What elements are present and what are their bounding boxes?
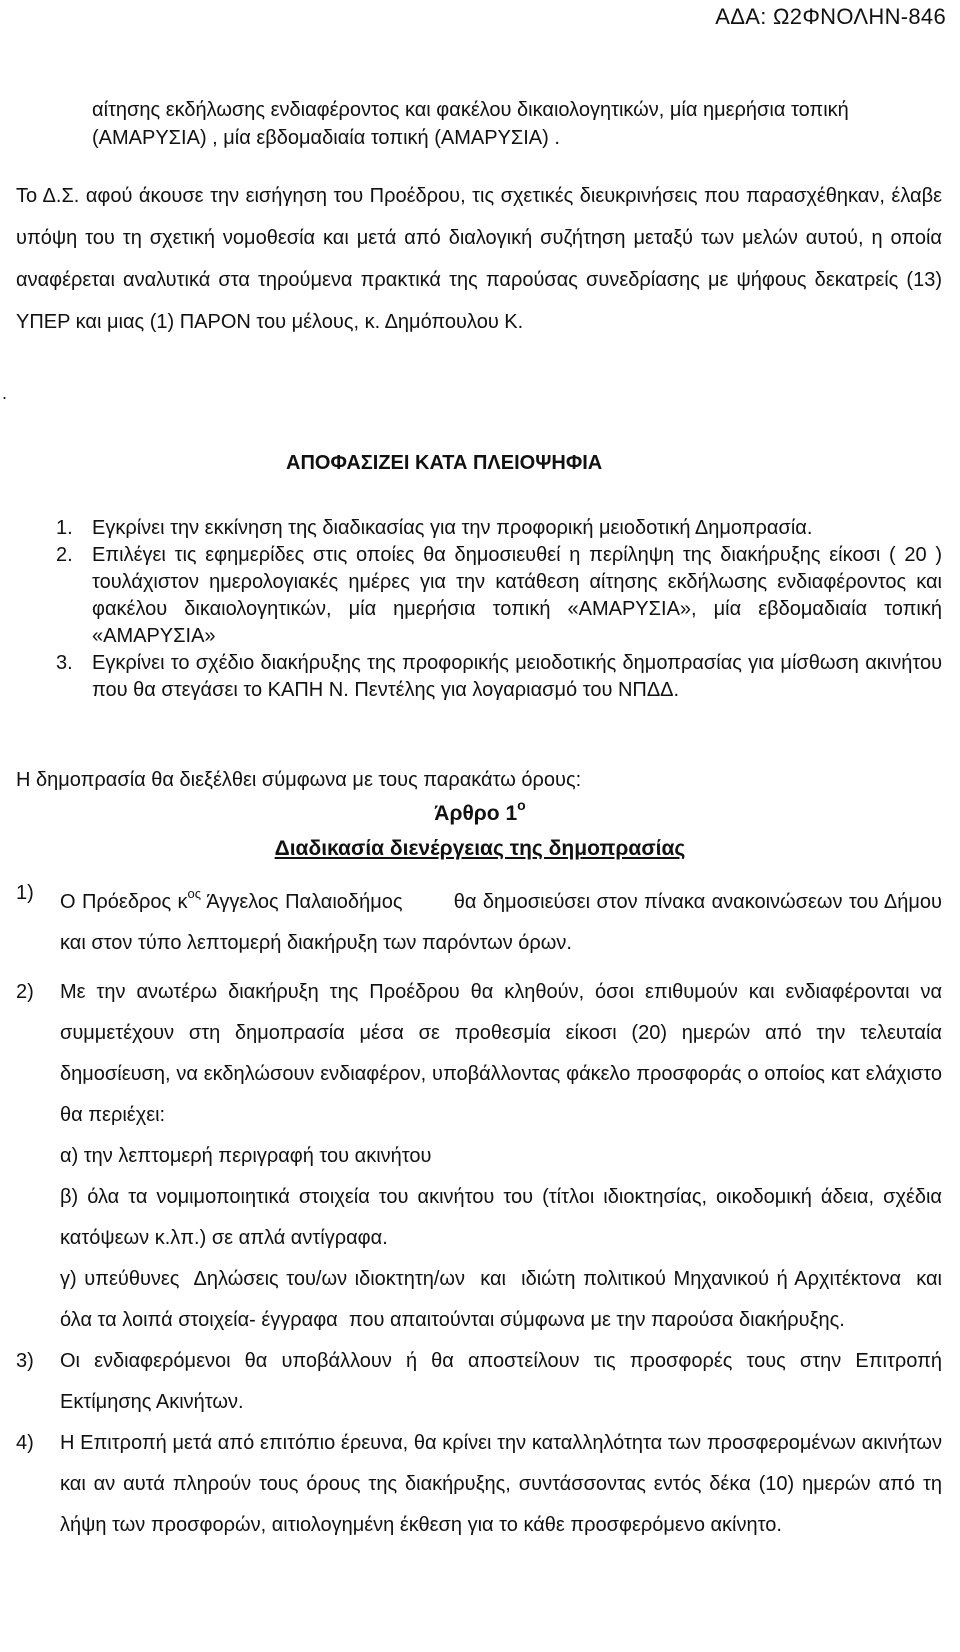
term-sub-list (60, 1136, 948, 1341)
decision-text: Εγκρίνει την εκκίνηση της διαδικασίας για την προφορική μειοδοτική Δημοπρασία. (92, 517, 813, 539)
decision-text: Επιλέγει τις εφημερίδες στις οποίες θα δημοσιευθεί η περίληψη της διακήρυξης είκοσι ( 20 ) τουλάχιστον ημερολογιακές ημέρες για την κατάθεση αίτησης εκδήλωσης ενδιαφέροντος και φακέλου δικαιολογητικών, μία ημερήσια τοπική «ΑΜΑΡΥΣΙΑ», μία εβδομαδιαία τοπική «ΑΜΑΡΥΣΙΑ» (92, 544, 942, 647)
decision-item (56, 650, 942, 704)
term-superscript: ος (187, 886, 202, 901)
terms-list (16, 873, 948, 1546)
auction-intro-line: Η δημοπρασία θα διεξέλθει σύμφωνα με τους παρακάτω όρους: (16, 769, 582, 791)
decision-number: 3. (56, 652, 73, 674)
decision-text: Εγκρίνει το σχέδιο διακήρυξης της προφορικής μειοδοτικής δημοπρασίας για μίσθωση ακινήτου που θα στεγάσει το ΚΑΠΗ Ν. Πεντέλης για λογαριασμό του ΝΠΔΔ. (92, 652, 942, 701)
intro-paragraph: αίτησης εκδήλωσης ενδιαφέροντος και φακέλου δικαιολογητικών, μία ημερήσια τοπική (ΑΜΑΡΥΣΙΑ) , μία εβδομαδιαία τοπική (ΑΜΑΡΥΣΙΑ) . (92, 99, 849, 149)
stray-dot: . (2, 383, 8, 403)
term-number: 4) (16, 1432, 34, 1454)
term-sub-item-a: α) την λεπτομερή περιγραφή του ακινήτου (60, 1145, 432, 1167)
article-subtitle: Διαδικασία διενέργειας της δημοπρασίας (274, 837, 686, 860)
term-text-start: Ο Πρόεδρος κ (60, 891, 188, 913)
article-title-superscript: ο (517, 797, 526, 813)
ada-code-header: ΑΔΑ: Ω2ΦΝΟΛΗΝ-846 (715, 4, 946, 29)
main-paragraph: Το Δ.Σ. αφού άκουσε την εισήγηση του Προέδρου, τις σχετικές διευκρινήσεις που παρασχέθηκαν, έλαβε υπόψη του τη σχετική νομοθεσία και μετά από διαλογική συζήτηση μεταξύ των μελών αυτού, η οποία αναφέρεται αναλυτικά στα τηρούμενα πρακτικά της παρούσας συνεδρίασης με ψήφους δεκατρείς (13) ΥΠΕΡ και μιας (1) ΠΑΡΟΝ του μέλους, κ. Δημόπουλου Κ. (16, 185, 942, 333)
term-text: Η Επιτροπή μετά από επιτόπιο έρευνα, θα κρίνει την καταλληλότητα των προσφερομένων ακινήτων και αν αυτά πληρούν τους όρους της διακήρυξης, συντάσσοντας εντός δέκα (10) ημερών από τη λήψη των προσφορών, αιτιολογημένη έκθεση για το κάθε προσφερόμενο ακίνητο. (60, 1432, 942, 1536)
term-number: 1) (16, 882, 34, 904)
term-sub-item-b: β) όλα τα νομιμοποιητικά στοιχεία του ακινήτου του (τίτλοι ιδιοκτησίας, οικοδομική άδεια, σχέδια κατόψεων κ.λπ.) σε απλά αντίγραφα. (60, 1186, 942, 1249)
term-item (16, 972, 948, 1341)
term-item (16, 873, 948, 964)
term-text: Οι ενδιαφερόμενοι θα υποβάλλουν ή θα αποστείλουν τις προσφορές τους στην Επιτροπή Εκτίμησης Ακινήτων. (60, 1350, 942, 1413)
term-item (16, 1341, 942, 1423)
term-sub-item-c: γ) υπεύθυνες Δηλώσεις του/ων ιδιοκτητη/ων και ιδιώτη πολιτικού Μηχανικού ή Αρχιτέκτονα και όλα τα λοιπά στοιχεία- έγγραφα που απαιτούνται σύμφωνα με την παρούσα διακήρυξης. (60, 1268, 948, 1331)
article-title (0, 797, 960, 826)
term-item (16, 1423, 942, 1546)
term-number: 3) (16, 1350, 34, 1372)
decision-heading: ΑΠΟΦΑΣΙΖΕΙ ΚΑΤΑ ΠΛΕΙΟΨΗΦΙΑ (286, 452, 603, 474)
term-number: 2) (16, 981, 34, 1003)
decision-number: 1. (56, 517, 73, 539)
article-title-text: Άρθρο 1 (434, 802, 518, 825)
term-text-rest: Άγγελος Παλαιοδήμος θα δημοσιεύσει στον πίνακα ανακοινώσεων του Δήμου και στον τύπο λεπτομερή διακήρυξη των παρόντων όρων. (60, 891, 948, 954)
term-text: Με την ανωτέρω διακήρυξη της Προέδρου θα κληθούν, όσοι επιθυμούν και ενδιαφέρονται να συμμετέχουν στη δημοπρασία μέσα σε προθεσμία είκοσι (20) ημερών από την τελευταία δημοσίευση, να εκδηλώσουν ενδιαφέρον, υποβάλλοντας φάκελο προσφοράς ο οποίος κατ ελάχιστο θα περιέχει: (60, 981, 942, 1126)
decision-item (56, 515, 942, 542)
decision-number: 2. (56, 544, 73, 566)
decisions-list (56, 515, 942, 704)
decision-item (56, 542, 942, 650)
